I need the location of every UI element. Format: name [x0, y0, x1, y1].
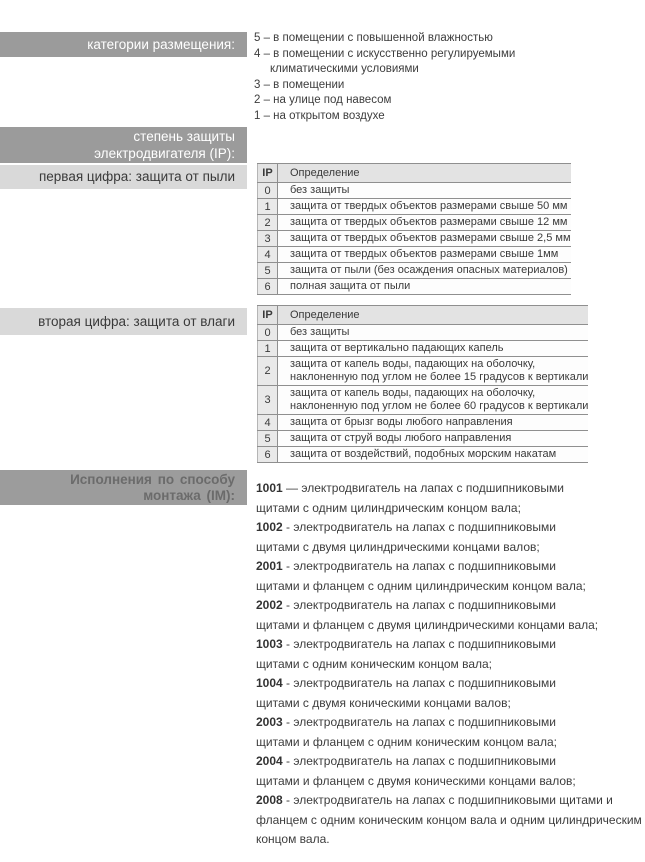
cell-definition-line: наклоненную под углом не более 15 градусов к вертикали [290, 371, 589, 383]
table-row [258, 263, 571, 279]
cell-definition [278, 183, 571, 199]
cell-definition-line: полная защита от пыли [290, 280, 411, 292]
placement-item [254, 109, 614, 125]
mounting-item-number: 2003 [256, 715, 283, 729]
mounting-item-number: 1001 [256, 481, 283, 495]
table-row [258, 279, 571, 295]
cell-ip-digit: 3 [258, 231, 278, 247]
mounting-item-line: щитами и фланцем с одним коническим концом вала; [256, 734, 557, 749]
cell-definition [278, 263, 571, 279]
cell-definition [278, 215, 571, 231]
cell-ip-digit: 5 [258, 263, 278, 279]
cell-definition [278, 325, 589, 341]
mounting-list [256, 479, 642, 850]
placement-item [254, 78, 614, 94]
mounting-item-line: щитами и фланцем с одним цилиндрическим концом вала; [256, 578, 586, 593]
cell-ip-digit: 6 [258, 447, 278, 463]
cell-ip-digit: 5 [258, 431, 278, 447]
cell-ip-digit: 4 [258, 415, 278, 431]
col-header-ip: IP [258, 164, 278, 183]
placement-item-line: 2 – на улице под навесом [254, 94, 392, 107]
mounting-item-2004 [256, 752, 621, 791]
cell-definition-line: защита от пыли (без осаждения опасных материалов) [290, 264, 568, 276]
placement-item [254, 47, 614, 78]
mounting-item-number: 1003 [256, 637, 283, 651]
cell-definition [278, 279, 571, 295]
cell-ip-digit: 3 [258, 386, 278, 415]
table-row [258, 415, 589, 431]
placement-categories-list [254, 31, 614, 125]
col-header-ip: IP [258, 306, 278, 325]
cell-definition [278, 415, 589, 431]
mounting-item-number: 2002 [256, 598, 283, 612]
mounting-header-line1: Исполнения по способу [70, 472, 235, 487]
mounting-item-2001 [256, 557, 621, 596]
mounting-item-number: 1004 [256, 676, 283, 690]
cell-definition [278, 431, 589, 447]
cell-definition [278, 357, 589, 386]
mounting-item-line: концом вала. [256, 832, 330, 846]
mounting-item-number: 2008 [256, 793, 283, 807]
mounting-item-line: 2001 - электродвигатель на лапах с подшипниковыми [256, 559, 556, 573]
cell-definition-line: защита от твердых объектов размерами свыше 50 мм [290, 200, 568, 212]
placement-item-line: климатическими условиями [270, 63, 419, 76]
table-header-row [258, 306, 589, 325]
col-header-definition: Определение [278, 164, 571, 183]
cell-ip-digit: 2 [258, 357, 278, 386]
cell-ip-digit: 0 [258, 325, 278, 341]
table-row [258, 199, 571, 215]
cell-definition [278, 199, 571, 215]
mounting-item-line: 1004 - электродвигатель на лапах с подшипниковыми [256, 676, 556, 690]
table-row [258, 247, 571, 263]
mounting-item-2003 [256, 713, 621, 752]
mounting-item-line: щитами с двумя цилиндрическими концами валов; [256, 539, 540, 554]
cell-ip-digit: 1 [258, 199, 278, 215]
mounting-item-2002 [256, 596, 621, 635]
cell-ip-digit: 0 [258, 183, 278, 199]
table-row [258, 183, 571, 199]
table-row [258, 325, 589, 341]
mounting-item-line: щитами с одним коническим концом вала; [256, 656, 493, 671]
mounting-item-line: 2003 - электродвигатель на лапах с подшипниковыми [256, 715, 556, 729]
cell-definition-line: защита от струй воды любого направления [290, 432, 512, 444]
mounting-item-line: щитами с двумя коническими концами валов; [256, 695, 511, 710]
mounting-item-line: 1001 — электродвигатель на лапах с подшипниковыми [256, 481, 564, 495]
mounting-item-line: 2004 - электродвигатель на лапах с подшипниковыми [256, 754, 556, 768]
mounting-item-1002 [256, 518, 621, 557]
water-protection-table [257, 305, 588, 463]
table-row [258, 215, 571, 231]
mounting-item-line: щитами и фланцем с двумя коническими концами валов; [256, 773, 576, 788]
dust-protection-table [257, 163, 571, 295]
placement-item [254, 31, 614, 47]
cell-definition [278, 341, 589, 357]
cell-definition-line: без защиты [290, 184, 350, 196]
col-header-definition: Определение [278, 306, 589, 325]
mounting-item-line: 2002 - электродвигатель на лапах с подшипниковыми [256, 598, 556, 612]
mounting-header-line2: монтажа (IM): [143, 488, 235, 503]
cell-definition-line: защита от твердых объектов размерами свыше 12 мм [290, 216, 568, 228]
mounting-item-line: щитами и фланцем с двумя цилиндрическими концами вала; [256, 617, 599, 632]
table-row [258, 431, 589, 447]
mounting-item-line: 2008 - электродвигатель на лапах с подшипниковыми щитами и [256, 793, 613, 807]
placement-item-line: 4 – в помещении с искусственно регулируемыми [254, 47, 516, 60]
cell-definition [278, 447, 589, 463]
mounting-item-number: 2004 [256, 754, 283, 768]
cell-definition-line: защита от твердых объектов размерами свыше 1мм [290, 248, 559, 260]
mounting-item-1001 [256, 479, 621, 518]
ip-degree-header-line1: степень защиты [133, 129, 235, 144]
mounting-item-line: щитами с одним цилиндрическим концом вала; [256, 500, 521, 515]
cell-definition [278, 231, 571, 247]
cell-definition-line: защита от воздействий, подобных морским накатам [290, 448, 557, 460]
table-row [258, 357, 589, 386]
cell-definition-line: защита от брызг воды любого направления [290, 416, 513, 428]
cell-ip-digit: 2 [258, 215, 278, 231]
mounting-item-number: 1002 [256, 520, 283, 534]
water-protection-header: вторая цифра: защита от влаги [0, 308, 247, 335]
mounting-item-number: 2001 [256, 559, 283, 573]
mounting-header [0, 470, 247, 505]
table-row [258, 341, 589, 357]
table-row [258, 231, 571, 247]
cell-ip-digit: 6 [258, 279, 278, 295]
cell-ip-digit: 1 [258, 341, 278, 357]
mounting-item-line: 1002 - электродвигатель на лапах с подшипниковыми [256, 520, 556, 534]
cell-definition-line: защита от твердых объектов размерами свыше 2,5 мм [290, 232, 571, 244]
mounting-item-1003 [256, 635, 621, 674]
dust-protection-header: первая цифра: защита от пыли [0, 165, 247, 189]
table-row [258, 386, 589, 415]
mounting-item-line: 1003 - электродвигатель на лапах с подшипниковыми [256, 637, 556, 651]
placement-item-line: 5 – в помещении с повышенной влажностью [254, 32, 493, 44]
cell-definition-line: защита от капель воды, падающих на оболочку, [290, 358, 536, 370]
cell-definition-line: наклоненную под углом не более 60 градусов к вертикали [290, 400, 589, 412]
placement-item-line: 3 – в помещении [254, 78, 345, 91]
placement-item [254, 93, 614, 109]
ip-degree-header [0, 127, 247, 163]
mounting-item-line: фланцем с одним коническим концом вала и одним цилиндрическим [256, 812, 642, 827]
mounting-item-1004 [256, 674, 621, 713]
cell-definition-line: без защиты [290, 326, 350, 338]
cell-definition [278, 386, 589, 415]
cell-ip-digit: 4 [258, 247, 278, 263]
placement-item-line: 1 – на открытом воздухе [254, 109, 385, 122]
table-row [258, 447, 589, 463]
cell-definition-line: защита от капель воды, падающих на оболочку, [290, 387, 536, 399]
ip-degree-header-line2: электродвигателя (IP): [94, 146, 235, 161]
cell-definition [278, 247, 571, 263]
placement-categories-header: категории размещения: [0, 32, 247, 57]
cell-definition-line: защита от вертикально падающих капель [290, 342, 504, 354]
mounting-item-2008 [256, 791, 642, 850]
table-header-row [258, 164, 571, 183]
